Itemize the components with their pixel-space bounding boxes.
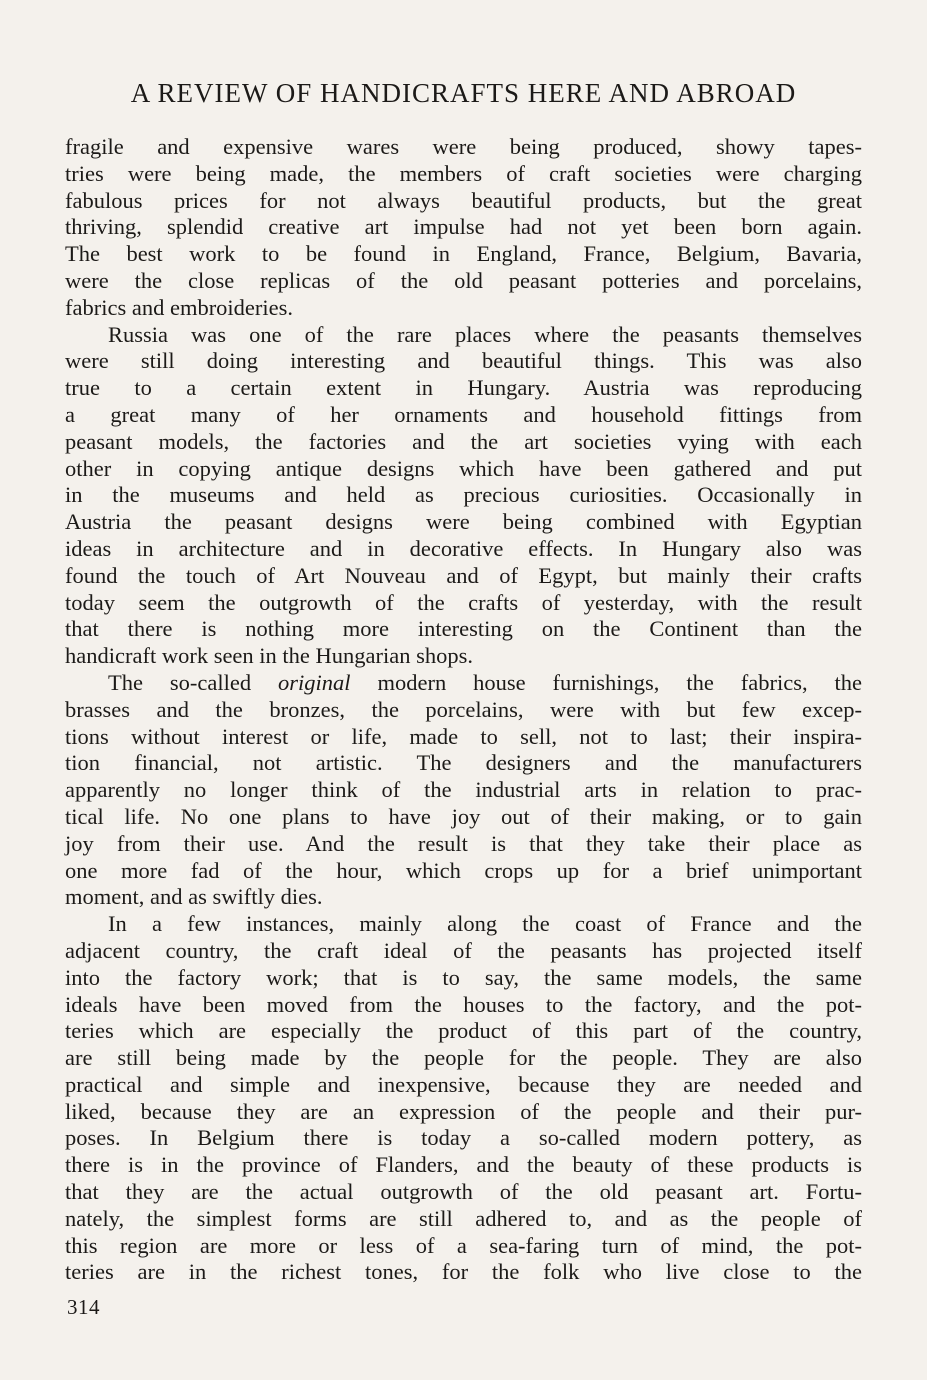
text-line: this region are more or less of a sea-faring turn of mind, the pot- [65,1232,862,1258]
text-line: practical and simple and inexpensive, because they are needed and [65,1071,862,1097]
text-line: fabulous prices for not always beautiful products, but the great [65,187,862,213]
text-line: tion financial, not artistic. The designers and the manufacturers [65,750,862,776]
italic-word: original [278,669,351,695]
text-line: brasses and the bronzes, the porcelains, were with but few excep- [65,696,862,722]
text-line: are still being made by the people for the people. They are also [65,1045,862,1071]
text-line: in the museums and held as precious curiosities. Occasionally in [65,482,862,508]
text-line: that they are the actual outgrowth of the old peasant art. Fortu- [65,1179,862,1205]
text-line: were the close replicas of the old peasant potteries and porcelains, [65,267,862,293]
text-line: thriving, splendid creative art impulse had not yet been born again. [65,214,862,240]
text-run: modern house furnishings, the fabrics, the [350,669,862,695]
text-line [65,670,862,697]
text-line: Austria the peasant designs were being combined with Egyptian [65,509,862,535]
text-line: ideas in architecture and in decorative effects. In Hungary also was [65,535,862,561]
body-text [65,134,862,1286]
text-line: tries were being made, the members of craft societies were charging [65,160,862,186]
text-line: into the factory work; that is to say, the same models, the same [65,964,862,990]
text-line: there is in the province of Flanders, and the beauty of these products is [65,1152,862,1178]
text-line: fabrics and embroideries. [65,294,294,320]
text-line: today seem the outgrowth of the crafts of yesterday, with the result [65,589,862,615]
text-line: handicraft work seen in the Hungarian shops. [65,643,474,669]
text-line: true to a certain extent in Hungary. Austria was reproducing [65,375,862,401]
text-line: In a few instances, mainly along the coast of France and the [108,911,862,937]
text-line: one more fad of the hour, which crops up for a brief unimportant [65,857,862,883]
text-line: moment, and as swiftly dies. [65,884,323,910]
text-line: peasant models, the factories and the art societies vying with each [65,428,862,454]
text-line: teries are in the richest tones, for the folk who live close to the [65,1259,862,1285]
paragraph [65,322,862,670]
text-line: other in copying antique designs which have been gathered and put [65,455,862,481]
text-line: poses. In Belgium there is today a so-called modern pottery, as [65,1125,862,1151]
text-line: that there is nothing more interesting on the Continent than the [65,616,862,642]
text-line: ideals have been moved from the houses to the factory, and the pot- [65,991,862,1017]
page-number: 314 [67,1295,100,1319]
text-line: tical life. No one plans to have joy out of their making, or to gain [65,803,862,829]
text-line: tions without interest or life, made to sell, not to last; their inspira- [65,723,862,749]
paragraph [65,134,862,322]
text-line: The best work to be found in England, France, Belgium, Bavaria, [65,241,862,267]
running-head: A REVIEW OF HANDICRAFTS HERE AND ABROAD [130,78,797,108]
text-line: found the touch of Art Nouveau and of Egypt, but mainly their crafts [65,562,862,588]
text-line: Russia was one of the rare places where the peasants themselves [108,321,862,347]
text-line: adjacent country, the craft ideal of the peasants has projected itself [65,937,862,963]
paragraph [65,670,862,911]
paragraph [65,911,862,1286]
text-line: a great many of her ornaments and household fittings from [65,401,862,427]
text-line: liked, because they are an expression of the people and their pur- [65,1098,862,1124]
text-line: joy from their use. And the result is that they take their place as [65,830,862,856]
text-line: apparently no longer think of the industrial arts in relation to prac- [65,777,862,803]
text-line: teries which are especially the product of this part of the country, [65,1018,862,1044]
text-line: were still doing interesting and beautiful things. This was also [65,348,862,374]
text-line: nately, the simplest forms are still adhered to, and as the people of [65,1205,862,1231]
text-run: The so-called [108,669,279,695]
text-line: fragile and expensive wares were being produced, showy tapes- [65,134,862,159]
